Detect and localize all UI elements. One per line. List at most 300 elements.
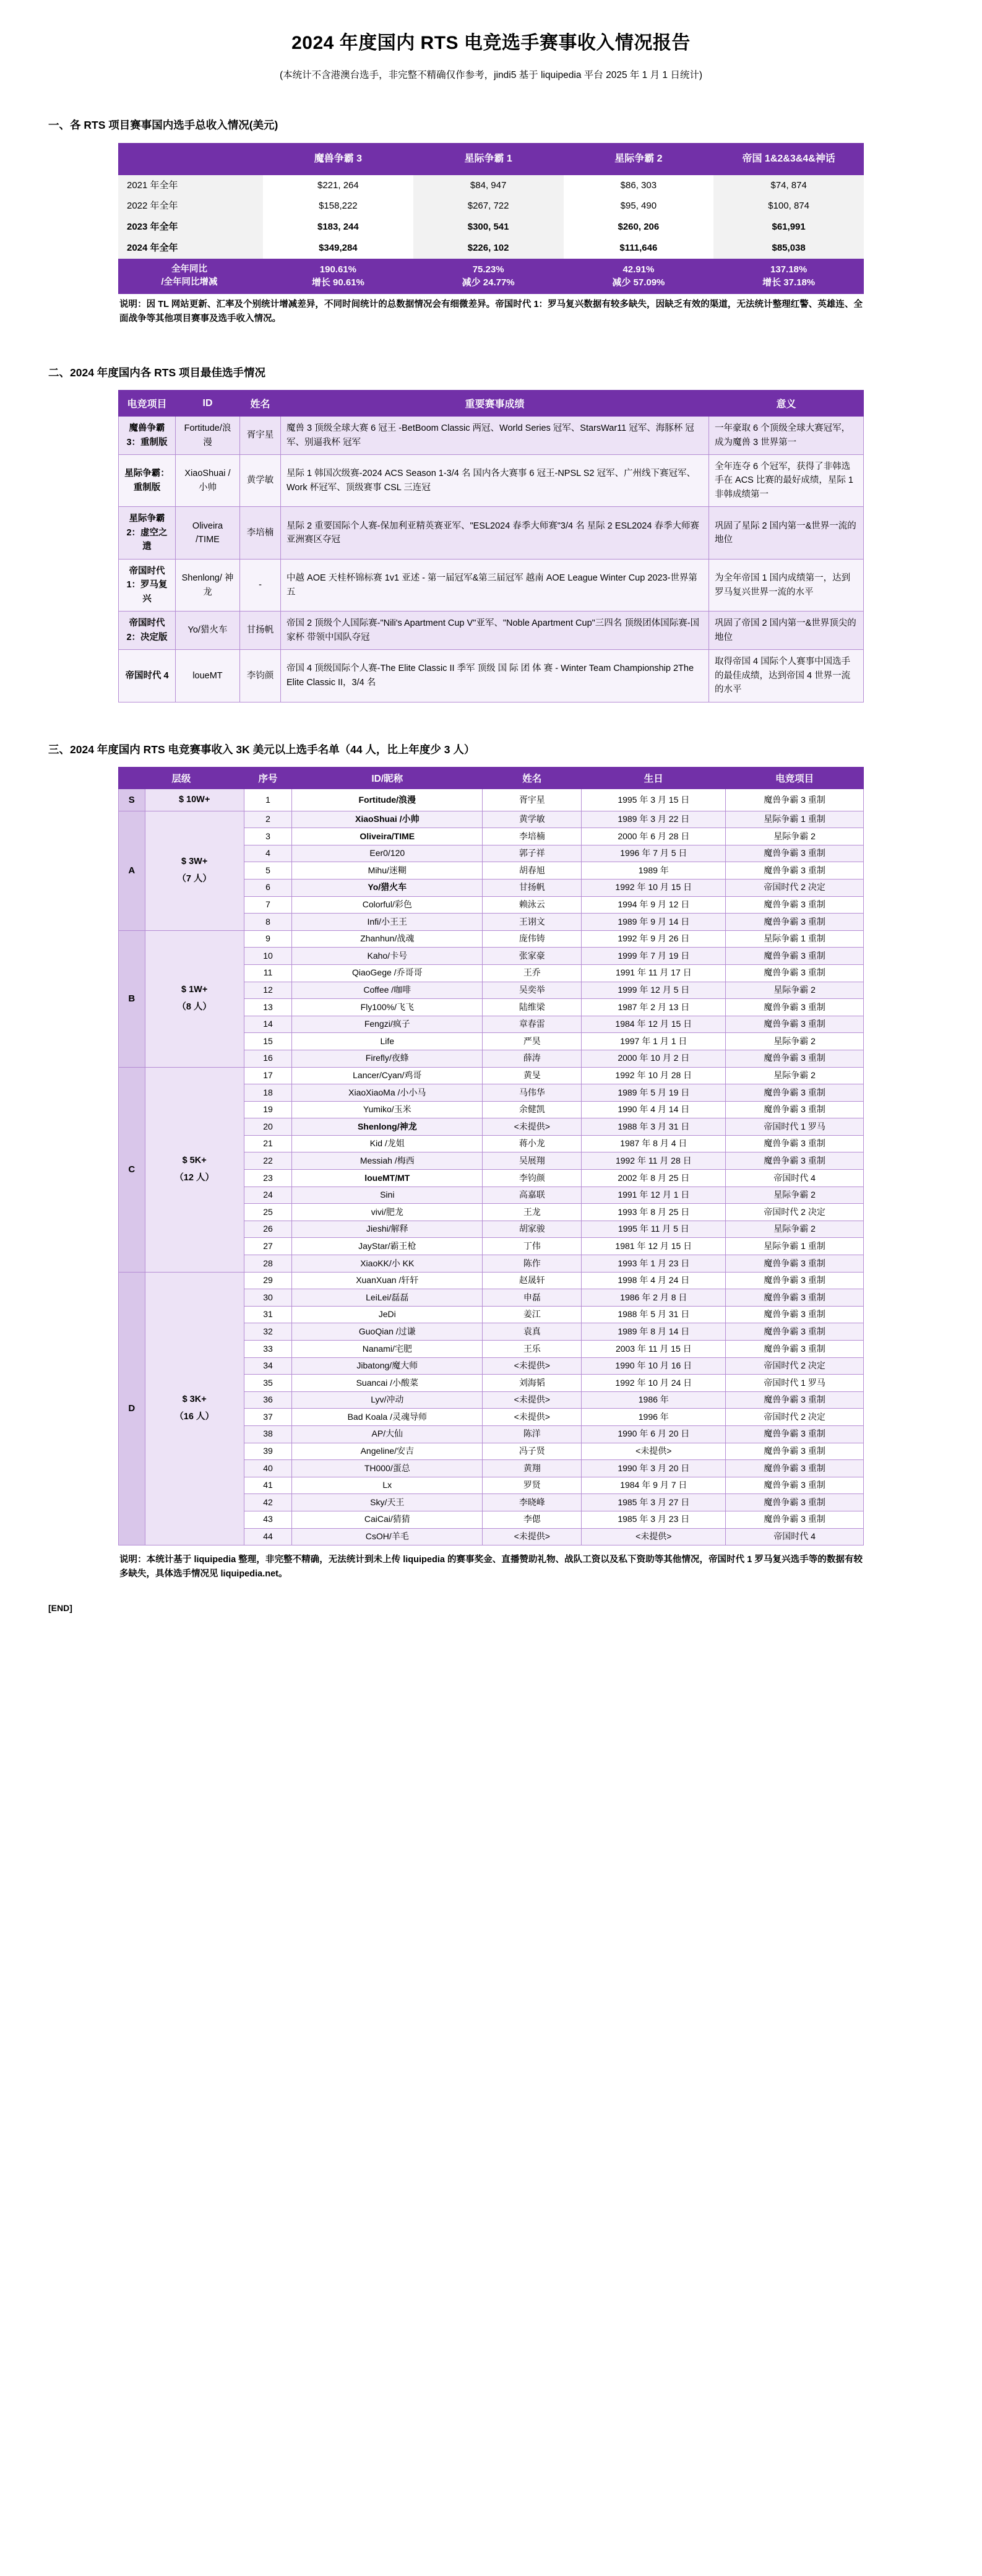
best-players-col-header: ID xyxy=(176,391,240,417)
roster-player-id: Yumiko/玉米 xyxy=(292,1101,483,1118)
roster-tier-count: （12 人） xyxy=(174,1172,214,1183)
section-1-heading: 一、各 RTS 项目赛事国内选手总收入情况(美元) xyxy=(48,119,278,132)
roster-player-id: Shenlong/神龙 xyxy=(292,1118,483,1136)
roster-player-id: Zhanhun/战魂 xyxy=(292,930,483,948)
best-player-name: 李钧颜 xyxy=(240,650,281,702)
roster-col-header: 电竞项目 xyxy=(726,767,864,789)
roster-player-id: Angeline/安吉 xyxy=(292,1443,483,1460)
roster-seq: 17 xyxy=(244,1067,292,1084)
roster-player-name: <未提供> xyxy=(483,1391,582,1409)
best-player-results: 帝国 4 顶级国际个人赛-The Elite Classic II 季军 顶级 国 际 团 体 赛 - Winter Team Championship 2The Elite Classic II，3/4 名 xyxy=(281,650,709,702)
roster-tier-money-amount: $ 1W+ xyxy=(181,985,208,995)
roster-seq: 33 xyxy=(244,1341,292,1358)
income-footer-value: 190.61% xyxy=(319,264,356,275)
income-table xyxy=(118,143,864,295)
table-row xyxy=(119,1067,864,1084)
roster-player-id: XiaoXiaoMa /小小马 xyxy=(292,1084,483,1102)
roster-player-name: 蒋小龙 xyxy=(483,1135,582,1152)
roster-player-id: loueMT/MT xyxy=(292,1170,483,1187)
roster-tier-label: B xyxy=(119,930,145,1067)
roster-game: 星际争霸 1 重制 xyxy=(726,1238,864,1255)
income-cell: $74, 874 xyxy=(713,175,864,196)
roster-header-row xyxy=(119,767,864,789)
roster-game: 魔兽争霸 3 重制 xyxy=(726,1460,864,1477)
roster-seq: 39 xyxy=(244,1443,292,1460)
best-player-meaning: 取得帝国 4 国际个人赛事中国选手的最佳成绩，达到帝国 4 世界一流的水平 xyxy=(709,650,864,702)
roster-player-id: Fortitude/浪漫 xyxy=(292,789,483,811)
roster-game: 帝国时代 4 xyxy=(726,1528,864,1545)
roster-seq: 7 xyxy=(244,896,292,914)
best-player-id: Yo/猎火车 xyxy=(176,612,240,650)
roster-tier-money xyxy=(145,930,244,1067)
best-player-results: 星际 2 重要国际个人赛-保加利亚精英赛亚军、"ESL2024 春季大师赛"3/4 名 星际 2 ESL2024 春季大师赛亚洲赛区夺冠 xyxy=(281,507,709,559)
roster-birthday: 1996 年 7 月 5 日 xyxy=(582,845,726,862)
roster-game: 星际争霸 1 重制 xyxy=(726,811,864,828)
best-player-name: 甘扬帆 xyxy=(240,612,281,650)
table-row xyxy=(119,930,864,948)
roster-game: 魔兽争霸 3 重制 xyxy=(726,999,864,1016)
roster-player-id: TH000/蛋总 xyxy=(292,1460,483,1477)
roster-player-id: Bad Koala /灵魂导师 xyxy=(292,1409,483,1426)
roster-birthday: 1989 年 8 月 14 日 xyxy=(582,1323,726,1341)
roster-birthday: 1989 年 xyxy=(582,862,726,880)
roster-seq: 20 xyxy=(244,1118,292,1136)
income-row-label: 2022 年全年 xyxy=(118,196,263,217)
roster-seq: 27 xyxy=(244,1238,292,1255)
roster-player-id: Fly100%/飞飞 xyxy=(292,999,483,1016)
roster-player-id: Kaho/卡号 xyxy=(292,948,483,965)
income-table-head xyxy=(118,143,864,175)
roster-game: 帝国时代 2 决定 xyxy=(726,879,864,896)
roster-tier-label: A xyxy=(119,811,145,930)
roster-player-name: 甘扬帆 xyxy=(483,879,582,896)
roster-seq: 6 xyxy=(244,879,292,896)
roster-player-name: 高嘉联 xyxy=(483,1186,582,1204)
roster-birthday: <未提供> xyxy=(582,1443,726,1460)
roster-player-name: 丁伟 xyxy=(483,1238,582,1255)
best-players-head xyxy=(119,391,864,417)
roster-player-id: Jibatong/魔大师 xyxy=(292,1357,483,1375)
roster-player-name: 李钧颜 xyxy=(483,1170,582,1187)
income-row xyxy=(118,217,864,238)
roster-player-name: 陈洋 xyxy=(483,1425,582,1443)
income-footer-value: 减少 24.77% xyxy=(462,277,515,288)
roster-seq: 12 xyxy=(244,982,292,999)
roster-player-name: 郭子祥 xyxy=(483,845,582,862)
table-row xyxy=(119,507,864,559)
roster-birthday: 1990 年 3 月 20 日 xyxy=(582,1460,726,1477)
roster-birthday: 1985 年 3 月 27 日 xyxy=(582,1494,726,1511)
roster-game: 帝国时代 4 xyxy=(726,1170,864,1187)
roster-player-id: AP/大仙 xyxy=(292,1425,483,1443)
roster-tier-money xyxy=(145,811,244,930)
roster-birthday: 1993 年 8 月 25 日 xyxy=(582,1204,726,1221)
income-footer-label xyxy=(118,259,263,295)
roster-game: 帝国时代 2 决定 xyxy=(726,1409,864,1426)
roster-player-id: Firefly/夜蜂 xyxy=(292,1050,483,1067)
roster-game: 魔兽争霸 3 重制 xyxy=(726,1101,864,1118)
roster-game: 魔兽争霸 3 重制 xyxy=(726,1477,864,1494)
best-players-col-header: 意义 xyxy=(709,391,864,417)
roster-seq: 29 xyxy=(244,1272,292,1289)
roster-game: 魔兽争霸 3 重制 xyxy=(726,1306,864,1323)
roster-game: 魔兽争霸 3 重制 xyxy=(726,914,864,931)
roster-birthday: <未提供> xyxy=(582,1528,726,1545)
income-col-header: 星际争霸 1 xyxy=(413,143,564,175)
roster-game: 魔兽争霸 3 重制 xyxy=(726,1494,864,1511)
roster-player-id: CaiCai/猜猜 xyxy=(292,1511,483,1528)
roster-birthday: 1999 年 12 月 5 日 xyxy=(582,982,726,999)
roster-player-id: XiaoShuai /小帅 xyxy=(292,811,483,828)
roster-player-name: 陈作 xyxy=(483,1255,582,1273)
income-row xyxy=(118,196,864,217)
best-player-id: Fortitude/浪漫 xyxy=(176,417,240,455)
roster-seq: 41 xyxy=(244,1477,292,1494)
roster-player-id: Coffee /咖啡 xyxy=(292,982,483,999)
income-footer-value: 增长 90.61% xyxy=(311,277,364,288)
roster-player-id: Lx xyxy=(292,1477,483,1494)
roster-birthday: 1990 年 10 月 16 日 xyxy=(582,1357,726,1375)
roster-birthday: 1991 年 12 月 1 日 xyxy=(582,1186,726,1204)
roster-birthday: 1997 年 1 月 1 日 xyxy=(582,1033,726,1050)
income-col-header: 帝国 1&2&3&4&神话 xyxy=(713,143,864,175)
income-cell: $100, 874 xyxy=(713,196,864,217)
best-players-body xyxy=(119,417,864,702)
roster-seq: 28 xyxy=(244,1255,292,1273)
best-players-header-row xyxy=(119,391,864,417)
best-player-results: 帝国 2 顶级个人国际赛-"Nili's Apartment Cup V"亚军、"Noble Apartment Cup"三四名 顶级团体国际赛-国家杯 带领中国队夺冠 xyxy=(281,612,709,650)
roster-birthday: 1989 年 9 月 14 日 xyxy=(582,914,726,931)
roster-game: 魔兽争霸 3 重制 xyxy=(726,1391,864,1409)
roster-player-id: Suancai /小酸菜 xyxy=(292,1375,483,1392)
roster-game: 魔兽争霸 3 重制 xyxy=(726,1152,864,1170)
roster-seq: 23 xyxy=(244,1170,292,1187)
income-row xyxy=(118,238,864,259)
roster-game: 魔兽争霸 3 重制 xyxy=(726,896,864,914)
roster-game: 魔兽争霸 3 重制 xyxy=(726,1050,864,1067)
roster-player-name: 刘海韬 xyxy=(483,1375,582,1392)
roster-player-id: GuoQian /过谦 xyxy=(292,1323,483,1341)
roster-tier-money-amount: $ 10W+ xyxy=(178,794,210,805)
roster-birthday: 1981 年 12 月 15 日 xyxy=(582,1238,726,1255)
roster-player-name: 张家豪 xyxy=(483,948,582,965)
income-footer-cell xyxy=(713,259,864,295)
best-player-results: 中越 AOE 天桂杯锦标赛 1v1 亚述 - 第一届冠军&第三届冠军 越南 AOE League Winter Cup 2023-世界第五 xyxy=(281,559,709,611)
roster-game: 星际争霸 2 xyxy=(726,982,864,999)
best-player-meaning: 巩固了帝国 2 国内第一&世界顶尖的地位 xyxy=(709,612,864,650)
page-title: 2024 年度国内 RTS 电竞选手赛事收入情况报告 xyxy=(291,33,691,53)
income-table-wrap xyxy=(118,143,864,295)
roster-player-id: Messiah /梅西 xyxy=(292,1152,483,1170)
roster-player-id: Jieshi/解释 xyxy=(292,1221,483,1238)
income-cell: $226, 102 xyxy=(413,238,564,259)
roster-seq: 15 xyxy=(244,1033,292,1050)
roster-player-name: 马伟华 xyxy=(483,1084,582,1102)
roster-player-id: Oliveira/TIME xyxy=(292,828,483,845)
roster-seq: 9 xyxy=(244,930,292,948)
roster-game: 魔兽争霸 3 重制 xyxy=(726,845,864,862)
income-row-label: 2021 年全年 xyxy=(118,175,263,196)
roster-tier-money-amount: $ 5K+ xyxy=(182,1156,207,1166)
income-footer-value: 137.18% xyxy=(770,264,808,275)
roster-birthday: 1985 年 3 月 23 日 xyxy=(582,1511,726,1528)
roster-game: 魔兽争霸 3 重制 xyxy=(726,964,864,982)
roster-tier-label: D xyxy=(119,1272,145,1545)
section-2-heading: 二、2024 年度国内各 RTS 项目最佳选手情况 xyxy=(48,366,266,379)
roster-game: 魔兽争霸 3 重制 xyxy=(726,1289,864,1307)
roster-player-id: vivi/肥龙 xyxy=(292,1204,483,1221)
roster-player-name: 申磊 xyxy=(483,1289,582,1307)
roster-birthday: 1992 年 11 月 28 日 xyxy=(582,1152,726,1170)
roster-seq: 21 xyxy=(244,1135,292,1152)
best-player-project: 帝国时代 1：罗马复兴 xyxy=(119,559,176,611)
roster-player-name: <未提供> xyxy=(483,1357,582,1375)
income-footer-value: 42.91% xyxy=(622,264,655,275)
income-col-header: 星际争霸 2 xyxy=(564,143,714,175)
roster-player-id: XiaoKK/小 KK xyxy=(292,1255,483,1273)
roster-player-name: 胡家骏 xyxy=(483,1221,582,1238)
best-player-name: 黄学敏 xyxy=(240,455,281,507)
roster-player-name: 王龙 xyxy=(483,1204,582,1221)
roster-player-name: 姜江 xyxy=(483,1306,582,1323)
roster-player-name: 黄学敏 xyxy=(483,811,582,828)
roster-game: 星际争霸 2 xyxy=(726,828,864,845)
best-player-meaning: 巩固了星际 2 国内第一&世界一流的地位 xyxy=(709,507,864,559)
roster-seq: 4 xyxy=(244,845,292,862)
roster-seq: 26 xyxy=(244,1221,292,1238)
table-row xyxy=(119,455,864,507)
roster-game: 魔兽争霸 3 重制 xyxy=(726,1323,864,1341)
income-table-body xyxy=(118,175,864,259)
roster-game: 魔兽争霸 3 重制 xyxy=(726,1016,864,1033)
best-player-id: Shenlong/ 神龙 xyxy=(176,559,240,611)
roster-head xyxy=(119,767,864,789)
roster-birthday: 1988 年 5 月 31 日 xyxy=(582,1306,726,1323)
income-cell: $349,284 xyxy=(263,238,413,259)
roster-birthday: 1990 年 6 月 20 日 xyxy=(582,1425,726,1443)
roster-seq: 24 xyxy=(244,1186,292,1204)
roster-table-wrap xyxy=(118,767,864,1545)
roster-player-name: 李培楠 xyxy=(483,828,582,845)
roster-player-name: 李晓峰 xyxy=(483,1494,582,1511)
roster-game: 魔兽争霸 3 重制 xyxy=(726,1135,864,1152)
roster-player-id: Mihu/迷糊 xyxy=(292,862,483,880)
roster-birthday: 1986 年 2 月 8 日 xyxy=(582,1289,726,1307)
roster-birthday: 1992 年 10 月 24 日 xyxy=(582,1375,726,1392)
roster-birthday: 1995 年 11 月 5 日 xyxy=(582,1221,726,1238)
roster-seq: 40 xyxy=(244,1460,292,1477)
best-players-table-wrap xyxy=(118,390,864,702)
best-player-results: 星际 1 韩国次级赛-2024 ACS Season 1-3/4 名 国内各大赛事 6 冠王-NPSL S2 冠军、广州线下赛冠军、Work 杯冠军、顶级赛事 CSL 三连冠 xyxy=(281,455,709,507)
roster-tier-money-amount: $ 3W+ xyxy=(181,857,208,867)
roster-game: 星际争霸 2 xyxy=(726,1221,864,1238)
roster-birthday: 2002 年 8 月 25 日 xyxy=(582,1170,726,1187)
roster-player-name: 陆维梁 xyxy=(483,999,582,1016)
roster-player-name: 胡春旭 xyxy=(483,862,582,880)
roster-player-name: 严昊 xyxy=(483,1033,582,1050)
roster-tier-count: （16 人） xyxy=(174,1411,214,1422)
income-footer-row xyxy=(118,259,864,295)
income-cell: $221, 264 xyxy=(263,175,413,196)
roster-game: 魔兽争霸 3 重制 xyxy=(726,948,864,965)
roster-birthday: 1996 年 xyxy=(582,1409,726,1426)
income-footer-value: 75.23% xyxy=(472,264,504,275)
roster-birthday: 1991 年 11 月 17 日 xyxy=(582,964,726,982)
best-player-results: 魔兽 3 顶级全球大赛 6 冠王 -BetBoom Classic 两冠、World Series 冠军、StarsWar11 冠军、海豚杯 冠军、别逼我杯 冠军 xyxy=(281,417,709,455)
roster-birthday: 2000 年 6 月 28 日 xyxy=(582,828,726,845)
roster-seq: 14 xyxy=(244,1016,292,1033)
roster-player-name: 吴奕举 xyxy=(483,982,582,999)
income-row-label: 2024 年全年 xyxy=(118,238,263,259)
income-cell: $158,222 xyxy=(263,196,413,217)
roster-seq: 25 xyxy=(244,1204,292,1221)
roster-game: 帝国时代 2 决定 xyxy=(726,1357,864,1375)
income-cell: $61,991 xyxy=(713,217,864,238)
roster-player-id: Infi/小王王 xyxy=(292,914,483,931)
income-footer-label-line: 全年同比 xyxy=(171,264,207,275)
roster-col-header: 生日 xyxy=(582,767,726,789)
roster-player-name: 胥宇星 xyxy=(483,789,582,811)
roster-player-id: XuanXuan /轩轩 xyxy=(292,1272,483,1289)
roster-seq: 34 xyxy=(244,1357,292,1375)
income-cell: $267, 722 xyxy=(413,196,564,217)
best-player-name: 李培楠 xyxy=(240,507,281,559)
roster-player-name: 赵晟轩 xyxy=(483,1272,582,1289)
roster-birthday: 2003 年 11 月 15 日 xyxy=(582,1341,726,1358)
roster-player-name: 冯子贤 xyxy=(483,1443,582,1460)
roster-seq: 8 xyxy=(244,914,292,931)
roster-player-id: Lyv/冲动 xyxy=(292,1391,483,1409)
roster-game: 魔兽争霸 3 重制 xyxy=(726,1084,864,1102)
roster-player-name: 薛涛 xyxy=(483,1050,582,1067)
roster-player-name: 庞伟铸 xyxy=(483,930,582,948)
roster-tier-money xyxy=(145,1067,244,1272)
roster-tier-label: C xyxy=(119,1067,145,1272)
roster-seq: 30 xyxy=(244,1289,292,1307)
roster-col-header: ID/昵称 xyxy=(292,767,483,789)
roster-player-id: LeiLei/磊磊 xyxy=(292,1289,483,1307)
income-cell: $84, 947 xyxy=(413,175,564,196)
end-mark: [END] xyxy=(48,1602,72,1613)
roster-body xyxy=(119,789,864,1545)
roster-player-name: 余健凯 xyxy=(483,1101,582,1118)
roster-player-id: Eer0/120 xyxy=(292,845,483,862)
income-cell: $86, 303 xyxy=(564,175,714,196)
income-cell: $300, 541 xyxy=(413,217,564,238)
roster-seq: 38 xyxy=(244,1425,292,1443)
roster-seq: 18 xyxy=(244,1084,292,1102)
roster-game: 魔兽争霸 3 重制 xyxy=(726,1511,864,1528)
roster-game: 帝国时代 2 决定 xyxy=(726,1204,864,1221)
roster-player-name: 黄翔 xyxy=(483,1460,582,1477)
income-col-corner xyxy=(118,143,263,175)
section-3-heading: 三、2024 年度国内 RTS 电竞赛事收入 3K 美元以上选手名单（44 人，比上年度少 3 人） xyxy=(48,743,475,756)
roster-game: 魔兽争霸 3 重制 xyxy=(726,789,864,811)
income-footer-cell xyxy=(564,259,714,295)
roster-game: 帝国时代 1 罗马 xyxy=(726,1375,864,1392)
best-player-meaning: 一年豪取 6 个顶级全球大赛冠军，成为魔兽 3 世界第一 xyxy=(709,417,864,455)
roster-player-id: Sini xyxy=(292,1186,483,1204)
roster-player-id: Life xyxy=(292,1033,483,1050)
roster-seq: 3 xyxy=(244,828,292,845)
table-row xyxy=(119,650,864,702)
roster-birthday: 1995 年 3 月 15 日 xyxy=(582,789,726,811)
roster-seq: 16 xyxy=(244,1050,292,1067)
roster-seq: 13 xyxy=(244,999,292,1016)
page-subtitle: (本统计不含港澳台选手，非完整不精确仅作参考，jindi5 基于 liquipedia 平台 2025 年 1 月 1 日统计) xyxy=(280,69,702,80)
roster-seq: 31 xyxy=(244,1306,292,1323)
best-player-id: Oliveira /TIME xyxy=(176,507,240,559)
roster-birthday: 1989 年 5 月 19 日 xyxy=(582,1084,726,1102)
roster-player-name: <未提供> xyxy=(483,1528,582,1545)
roster-birthday: 1992 年 10 月 28 日 xyxy=(582,1067,726,1084)
roster-seq: 32 xyxy=(244,1323,292,1341)
income-cell: $111,646 xyxy=(564,238,714,259)
roster-seq: 44 xyxy=(244,1528,292,1545)
roster-birthday: 1990 年 4 月 14 日 xyxy=(582,1101,726,1118)
best-players-col-header: 电竞项目 xyxy=(119,391,176,417)
income-footer-cell xyxy=(263,259,413,295)
roster-table xyxy=(118,767,864,1545)
roster-game: 星际争霸 1 重制 xyxy=(726,930,864,948)
roster-birthday: 1999 年 7 月 19 日 xyxy=(582,948,726,965)
roster-seq: 35 xyxy=(244,1375,292,1392)
income-cell: $85,038 xyxy=(713,238,864,259)
roster-tier-money xyxy=(145,789,244,811)
roster-player-name: 袁真 xyxy=(483,1323,582,1341)
roster-seq: 5 xyxy=(244,862,292,880)
roster-birthday: 1993 年 1 月 23 日 xyxy=(582,1255,726,1273)
income-row xyxy=(118,175,864,196)
roster-player-id: Sky/天王 xyxy=(292,1494,483,1511)
roster-player-name: <未提供> xyxy=(483,1409,582,1426)
income-footer-value: 增长 37.18% xyxy=(762,277,816,288)
roster-col-header: 序号 xyxy=(244,767,292,789)
section-1-note: 说明：因 TL 网站更新、汇率及个别统计增减差异，不同时间统计的总数据情况会有细微差异。帝国时代 1：罗马复兴数据有较多缺失，因缺乏有效的渠道，无法统计整理红警、英雄连、全面战争等其他项目赛事及选手收入情况。 xyxy=(119,300,863,324)
table-row xyxy=(119,1272,864,1289)
roster-game: 魔兽争霸 3 重制 xyxy=(726,1255,864,1273)
roster-tier-count: （8 人） xyxy=(177,1001,212,1012)
roster-birthday: 1984 年 9 月 7 日 xyxy=(582,1477,726,1494)
roster-player-id: Lancer/Cyan/鸡哥 xyxy=(292,1067,483,1084)
roster-seq: 19 xyxy=(244,1101,292,1118)
roster-seq: 42 xyxy=(244,1494,292,1511)
best-player-project: 帝国时代 2：决定版 xyxy=(119,612,176,650)
roster-player-name: 章春雷 xyxy=(483,1016,582,1033)
best-player-name: 胥宇星 xyxy=(240,417,281,455)
roster-birthday: 1989 年 3 月 22 日 xyxy=(582,811,726,828)
roster-birthday: 2000 年 10 月 2 日 xyxy=(582,1050,726,1067)
table-row xyxy=(119,559,864,611)
roster-seq: 11 xyxy=(244,964,292,982)
roster-birthday: 1986 年 xyxy=(582,1391,726,1409)
table-row xyxy=(119,612,864,650)
roster-seq: 2 xyxy=(244,811,292,828)
roster-player-id: CsOH/羊毛 xyxy=(292,1528,483,1545)
best-players-table xyxy=(118,390,864,702)
roster-birthday: 1992 年 10 月 15 日 xyxy=(582,879,726,896)
income-header-row xyxy=(118,143,864,175)
income-col-header: 魔兽争霸 3 xyxy=(263,143,413,175)
income-table-foot xyxy=(118,259,864,295)
table-row xyxy=(119,417,864,455)
roster-player-id: Kid /龙姐 xyxy=(292,1135,483,1152)
table-row xyxy=(119,811,864,828)
best-player-meaning: 为全年帝国 1 国内成绩第一，达到罗马复兴世界一流的水平 xyxy=(709,559,864,611)
roster-birthday: 1987 年 2 月 13 日 xyxy=(582,999,726,1016)
roster-player-name: 吴展翔 xyxy=(483,1152,582,1170)
roster-game: 魔兽争霸 3 重制 xyxy=(726,1341,864,1358)
